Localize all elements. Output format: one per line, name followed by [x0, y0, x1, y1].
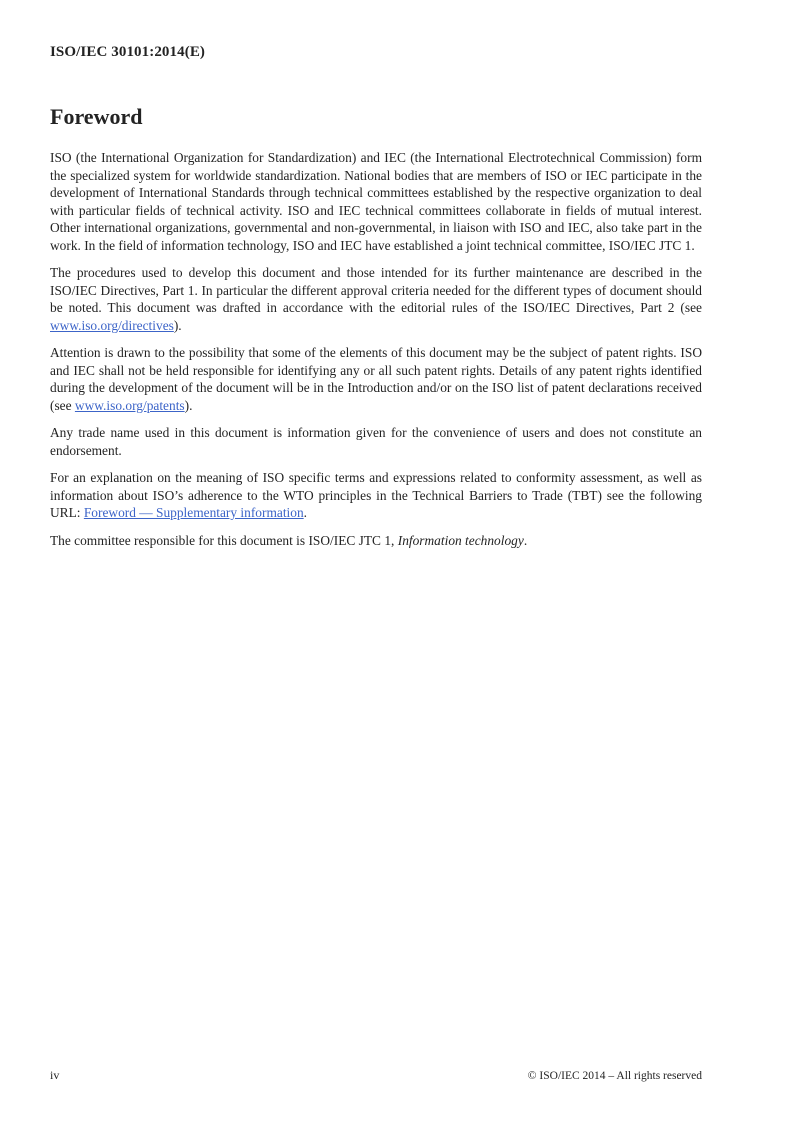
- link-iso-directives[interactable]: www.iso.org/directives: [50, 317, 174, 333]
- page-footer: [50, 1068, 702, 1083]
- paragraph-text: Attention is drawn to the possibility that some of the elements of this document may be the subject of patent rights. ISO and IEC shall not be held responsible for identifying any or all such patent rights. Details of any patent rights identified during the development of the document will be in the Introduction and/or on the ISO list of patent declarations received (see: [50, 345, 702, 413]
- paragraph-text: ).: [173, 317, 182, 333]
- paragraph-text: The procedures used to develop this document and those intended for its further maintenance are described in the ISO/IEC Directives, Part 1. In particular the different approval criteria needed for the different types of document should be noted. This document was drafted in accordance with the editorial rules of the ISO/IEC Directives, Part 2 (see: [50, 265, 702, 315]
- paragraph-procedures: [50, 264, 702, 334]
- link-foreword-supplementary-information[interactable]: Foreword — Supplementary information: [83, 505, 304, 520]
- paragraph-text: For an explanation on the meaning of ISO specific terms and expressions related to conformity assessment, as well as information about ISO’s adherence to the WTO principles in the Technical Barriers to Trade (TBT) see the following URL:: [50, 470, 702, 520]
- paragraph-committee: [50, 532, 702, 550]
- paragraph-trade-name: [50, 424, 702, 459]
- link-iso-patents[interactable]: www.iso.org/patents: [74, 397, 185, 413]
- paragraph-text: .: [523, 532, 528, 548]
- paragraph-conformity: [50, 469, 702, 522]
- copyright-notice: © ISO/IEC 2014 – All rights reserved: [527, 1070, 702, 1082]
- document-body: [50, 149, 702, 559]
- committee-name-italic: Information technology: [397, 532, 524, 548]
- page-title: Foreword: [50, 104, 143, 129]
- page-number: iv: [50, 1068, 60, 1082]
- paragraph-text: Any trade name used in this document is information given for the convenience of users and does not constitute an endorsement.: [50, 425, 702, 458]
- paragraph-patent-rights: [50, 344, 702, 414]
- paragraph-text: The committee responsible for this document is ISO/IEC JTC 1,: [50, 532, 398, 548]
- paragraph-iso-iec-intro: [50, 149, 702, 254]
- document-reference-header: ISO/IEC 30101:2014(E): [50, 44, 206, 60]
- paragraph-text: .: [303, 505, 308, 520]
- paragraph-text: ).: [184, 397, 193, 413]
- paragraph-text: ISO (the International Organization for Standardization) and IEC (the International Electrotechnical Commission) form the specialized system for worldwide standardization. National bodies that are members of ISO or IEC participate in the development of International Standards through technical committees established by the respective organization to deal with particular fields of technical activity. ISO and IEC technical committees collaborate in fields of mutual interest. Other international organizations, governmental and non-governmental, in liaison with ISO and IEC, also take part in the work. In the field of information technology, ISO and IEC have established a joint technical committee, ISO/IEC JTC 1.: [50, 150, 702, 253]
